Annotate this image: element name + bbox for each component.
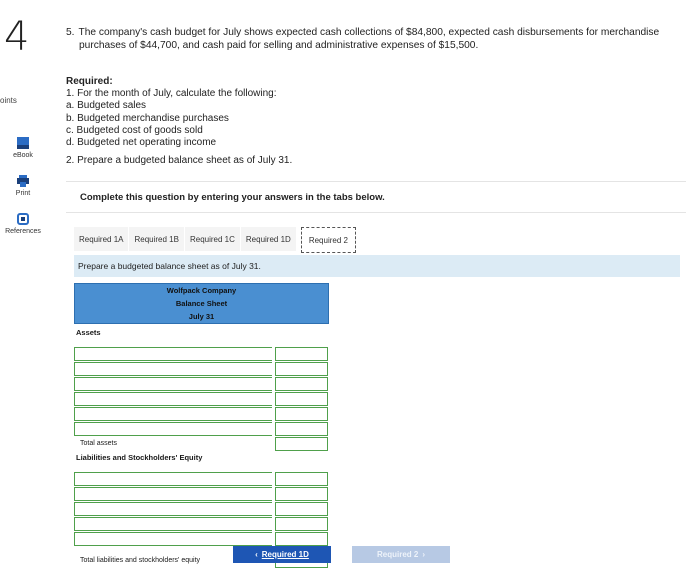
print-icon [16,174,30,188]
question-line-1: The company's cash budget for July shows expected cash collections of $84,800, expected cash disbursements for merchandise [78,27,660,38]
chevron-right-icon: › [422,550,425,559]
instructions-box [66,181,686,213]
required-heading: Required: [66,76,113,87]
balance-sheet [74,283,329,568]
required-item-2: 2. Prepare a budgeted balance sheet as of July 31. [66,155,293,167]
question-item-number: 5. [66,27,75,38]
liability-row [74,487,329,501]
print-tool[interactable] [0,174,46,197]
total-assets-amount[interactable] [275,437,328,451]
company-name: Wolfpack Company [166,286,237,295]
asset-row [74,362,329,376]
required-block [66,76,292,167]
liability-row [74,472,329,486]
total-liabilities-label: Total liabilities and stockholders' equity [80,557,201,564]
prompt-bar [74,255,680,277]
ebook-label: eBook [13,152,33,159]
liability-row [74,502,329,516]
references-icon [16,212,30,226]
prompt-text: Prepare a budgeted balance sheet as of July 31. [78,261,261,271]
sheet-title: Balance Sheet [175,299,228,308]
asset-row [74,422,329,436]
required-subitem-c: c. Budgeted cost of goods sold [66,124,203,136]
question-line-2: purchases of $44,700, and cash paid for selling and administrative expenses of $15,500. [79,40,479,51]
tab-required-1a[interactable]: Required 1A [74,227,129,251]
liabilities-label: Liabilities and Stockholders' Equity [76,453,203,462]
question-number: 4 [4,14,30,60]
tab-required-1d[interactable]: Required 1D [241,227,297,251]
question-text [66,26,686,52]
required-subitem-b: b. Budgeted merchandise purchases [66,112,229,124]
instructions-text: Complete this question by entering your answers in the tabs below. [80,191,385,203]
references-label: References [5,228,41,235]
asset-row [74,377,329,391]
references-tool[interactable] [0,212,46,235]
total-assets-label: Total assets [80,440,117,447]
tab-bar [74,227,356,251]
tab-required-1c[interactable]: Required 1C [185,227,241,251]
required-subitem-a: a. Budgeted sales [66,100,147,112]
tab-required-2[interactable]: Required 2 [301,227,356,253]
tab-required-1b[interactable]: Required 1B [129,227,184,251]
assets-label: Assets [76,328,101,337]
prev-required-label: Required 1D [261,550,309,559]
required-subitem-d: d. Budgeted net operating income [66,137,217,149]
print-label: Print [15,190,31,197]
asset-row [74,407,329,421]
liability-row [74,517,329,531]
ebook-icon [16,136,30,150]
next-required-label: Required 2 [376,550,419,559]
liability-row [74,532,329,546]
total-assets-row [74,437,329,451]
balance-sheet-header [74,283,329,324]
chevron-left-icon: ‹ [255,550,258,559]
ebook-tool[interactable] [0,136,46,159]
points-label: oints [0,96,17,105]
asset-row [74,392,329,406]
next-required-button [352,546,450,563]
sheet-date: July 31 [188,312,215,321]
asset-row [74,347,329,361]
required-item-1: 1. For the month of July, calculate the following: [66,88,277,100]
prev-required-button[interactable] [233,546,331,563]
